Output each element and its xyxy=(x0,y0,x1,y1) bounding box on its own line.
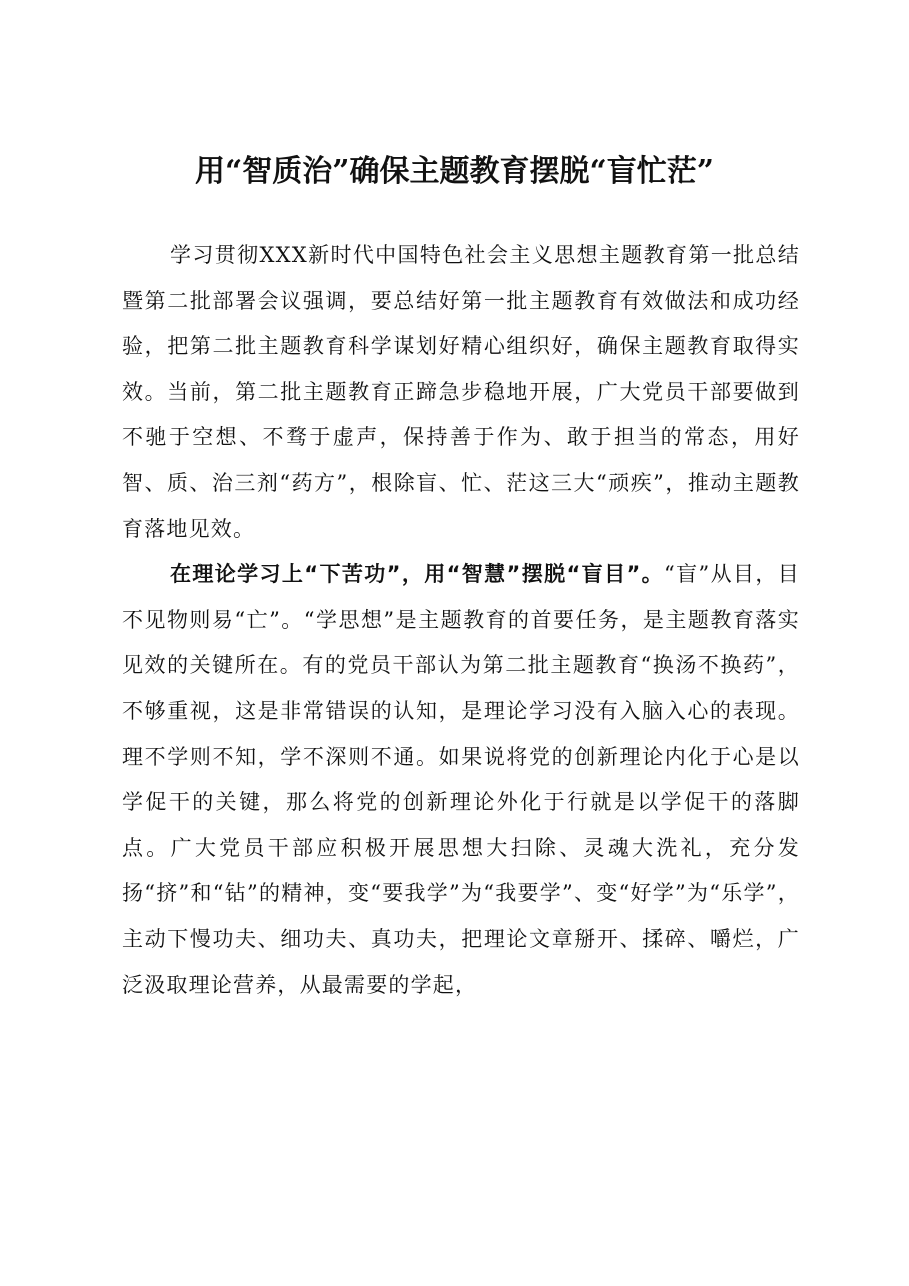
paragraph-body-text: “盲”从目，目不见物则易“亡”。“学思想”是主题教育的首要任务，是主题教育落实见效的关键所在。有的党员干部认为第二批主题教育“换汤不换药”，不够重视，这是非常错误的认知，是理论学习没有入脑入心的表现。理不学则不知，学不深则不通。如果说将党的创新理论内化于心是以学促干的关键，那么将党的创新理论外化于行就是以学促干的落脚点。广大党员干部应积极开展思想大扫除、灵魂大洗礼，充分发扬“挤”和“钻”的精神，变“要我学”为“我要学”、变“好学”为“乐学”，主动下慢功夫、细功夫、真功夫，把理论文章掰开、揉碎、嚼烂，广泛汲取理论营养，从最需要的学起， xyxy=(122,562,801,997)
paragraph-intro: 学习贯彻XXX新时代中国特色社会主义思想主题教育第一批总结暨第二批部署会议强调，要总结好第一批主题教育有效做法和成功经验，把第二批主题教育科学谋划好精心组织好，确保主题教育取得实效。当前，第二批主题教育正蹄急步稳地开展，广大党员干部要做到不驰于空想、不骛于虚声，保持善于作为、敢于担当的常态，用好智、质、治三剂“药方”，根除盲、忙、茫这三大“顽疾”，推动主题教育落地见效。 xyxy=(122,243,800,541)
document-body xyxy=(122,233,800,1008)
document-title: 用“智质治”确保主题教育摆脱“盲忙茫” xyxy=(194,154,715,189)
paragraph-lead-heading: 在理论学习上“下苦功”，用“智慧”摆脱“盲目”。 xyxy=(170,562,665,587)
paragraph-theory-study xyxy=(122,552,800,1008)
